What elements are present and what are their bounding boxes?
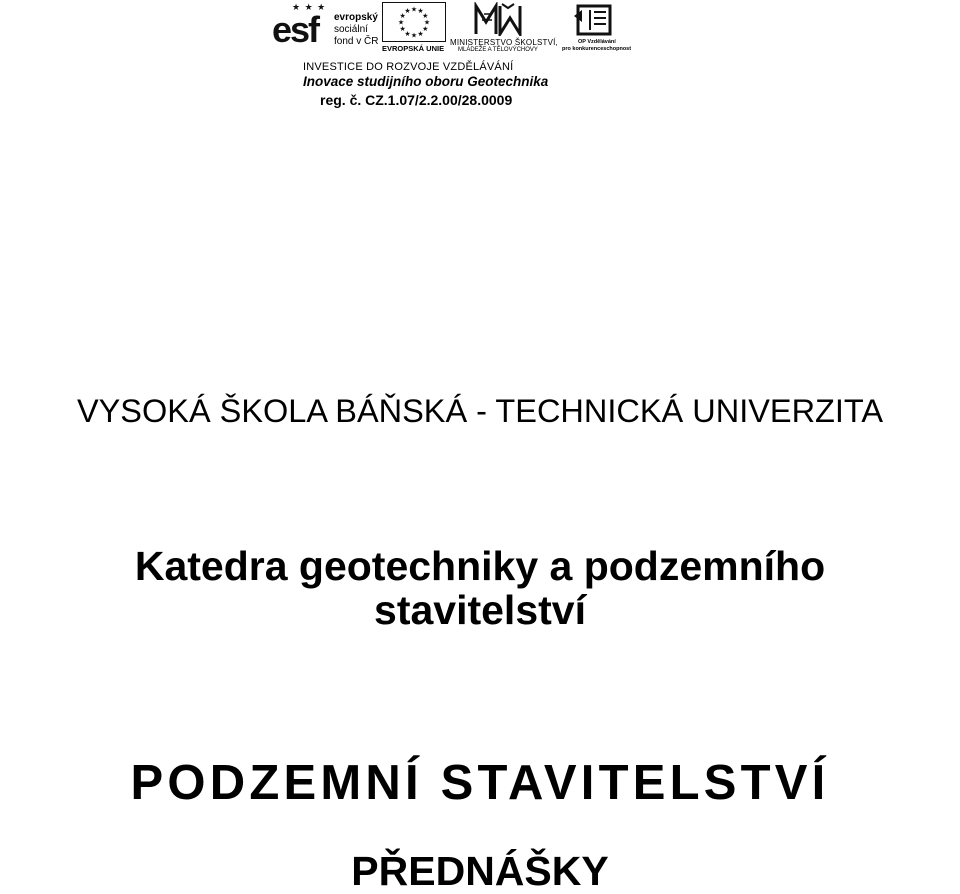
eu-star-icon: ★ [422,13,429,20]
esf-line3: fond v ČR [334,36,379,47]
op-line1: OP Vzdělávání [578,39,616,45]
op-book-icon [572,2,616,38]
eu-star-icon: ★ [397,19,405,27]
msmt-line2: MLÁDEŽE A TĚLOVÝCHOVY [458,47,538,53]
esf-mark: esf [272,9,319,50]
esf-logo [272,2,382,54]
op-logo [562,2,634,54]
esf-line2: sociální [334,24,368,35]
university-name: VYSOKÁ ŠKOLA BÁŇSKÁ - TECHNICKÁ UNIVERZITA [76,393,884,429]
logo-strip [272,2,632,54]
eu-star-icon: ★ [423,19,431,27]
eu-star-icon: ★ [399,26,406,33]
op-line2: pro konkurenceschopnost [562,46,632,52]
department-line1: Katedra geotechniky a podzemního [134,543,826,589]
msmt-logo [450,2,560,54]
project-title: Inovace studijního oboru Geotechnika [303,74,549,89]
msmt-line1: MINISTERSTVO ŠKOLSTVÍ, [450,38,558,47]
eu-flag-icon [382,2,446,42]
registration-number: reg. č. CZ.1.07/2.2.00/28.0009 [320,92,513,108]
eu-logo [382,2,448,54]
eu-star-icon: ★ [404,8,411,16]
eu-star-icon: ★ [410,6,418,14]
eu-star-icon: ★ [417,8,424,16]
lectures-label: PŘEDNÁŠKY [351,848,609,894]
eu-star-icon: ★ [417,30,424,38]
eu-star-icon: ★ [422,26,429,33]
esf-line1: evropský [334,12,378,23]
investice-text: INVESTICE DO ROZVOJE VZDĚLÁVÁNÍ [303,61,514,73]
esf-stars-icon: ★ ★ ★ [292,2,327,12]
msmt-monogram-icon [472,2,524,36]
header-banner [0,0,960,115]
subject-title: PODZEMNÍ STAVITELSTVÍ [130,756,830,810]
department-line2: stavitelství [374,587,586,633]
eu-star-icon: ★ [399,13,406,20]
eu-caption: EVROPSKÁ UNIE [382,44,445,53]
eu-star-icon: ★ [404,30,411,38]
department-name [0,544,960,632]
eu-star-icon: ★ [410,32,418,40]
